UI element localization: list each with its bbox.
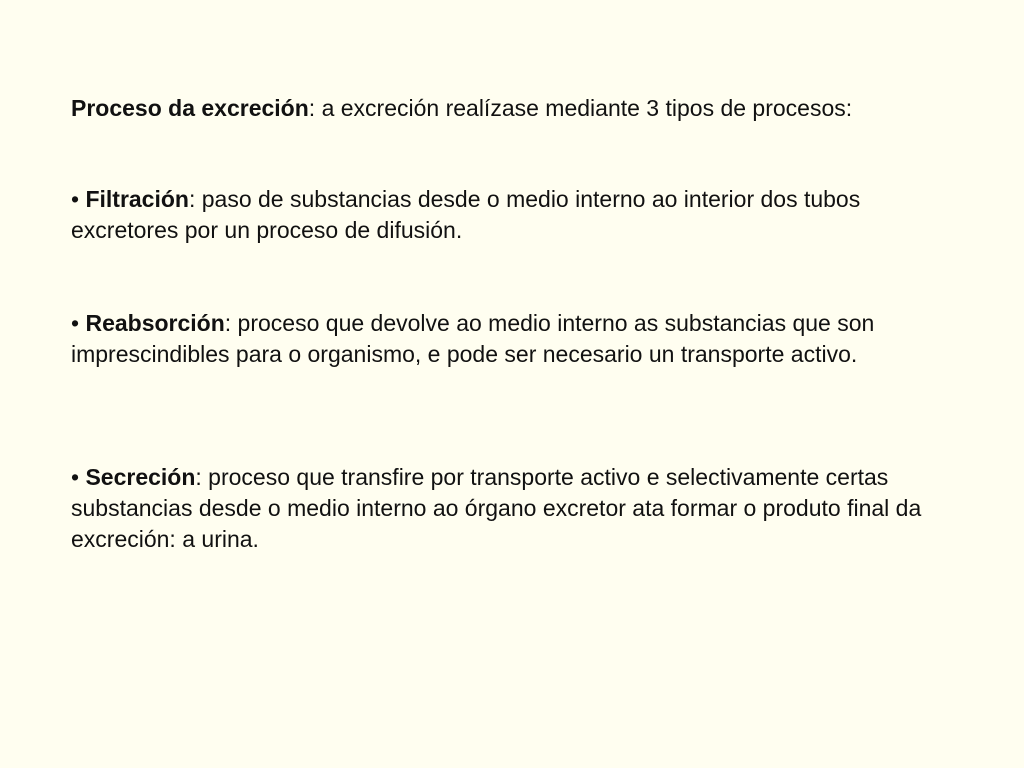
intro-term: Proceso da excreción (71, 95, 309, 121)
filtracion-term: Filtración (85, 186, 189, 212)
bullet-filtracion (71, 184, 971, 246)
bullet-reabsorcion (71, 308, 971, 370)
reabsorcion-text: : proceso que devolve ao medio interno as substancias que son imprescindibles para o organismo, e pode ser necesario un transporte activo. (71, 310, 875, 367)
bullet-secrecion (71, 462, 971, 555)
intro-paragraph (71, 93, 971, 124)
slide-content (71, 93, 971, 552)
filtracion-text: : paso de substancias desde o medio interno ao interior dos tubos excretores por un proceso de difusión. (71, 186, 861, 243)
secrecion-text: : proceso que transfire por transporte activo e selectivamente certas substancias desde o medio interno ao órgano excretor ata formar o produto final da excreción: a urina. (71, 464, 922, 552)
secrecion-term: Secreción (85, 464, 196, 490)
reabsorcion-term: Reabsorción (85, 310, 225, 336)
bullet-marker: • (71, 310, 80, 336)
intro-text: : a excreción realízase mediante 3 tipos de procesos: (308, 95, 853, 121)
bullet-marker: • (71, 464, 80, 490)
bullet-marker: • (71, 186, 80, 212)
